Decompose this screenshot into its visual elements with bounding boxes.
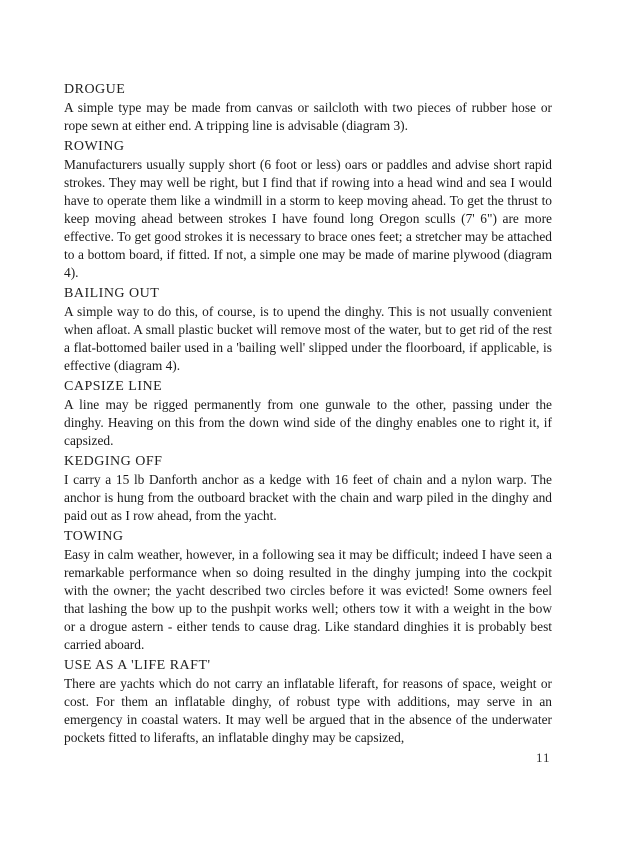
section-heading: USE AS A 'LIFE RAFT' [64, 658, 211, 673]
section-heading: BAILING OUT [64, 286, 160, 301]
section-towing [64, 527, 552, 654]
section-drogue [64, 80, 552, 135]
section-body: I carry a 15 lb Danforth anchor as a kedge with 16 feet of chain and a nylon warp. The anchor is hung from the outboard bracket with the chain and warp piled in the dinghy and paid out as I row ahead, from the yacht. [64, 472, 552, 523]
section-heading: CAPSIZE LINE [64, 379, 163, 394]
section-heading: DROGUE [64, 82, 126, 97]
section-bailing-out [64, 284, 552, 375]
section-body: A simple way to do this, of course, is to upend the dinghy. This is not usually convenient when afloat. A small plastic bucket will remove most of the water, but to get rid of the rest a flat-bottomed bailer used in a 'bailing well' slipped under the floorboard, if applicable, is effective (diagram 4). [64, 304, 552, 373]
section-body: A line may be rigged permanently from one gunwale to the other, passing under the dinghy. Heaving on this from the down wind side of the dinghy enables one to right it, if capsized. [64, 397, 552, 448]
section-kedging-off [64, 452, 552, 525]
section-life-raft [64, 656, 552, 747]
section-heading: TOWING [64, 529, 124, 544]
section-body: Easy in calm weather, however, in a following sea it may be difficult; indeed I have seen a remarkable performance when so doing resulted in the dinghy jumping into the cockpit with the owner; the yacht described two circles before it was evicted! Some owners feel that lashing the bow up to the pushpit works well; others tow it with a weight in the bow or a drogue astern - either tends to cause drag. Like standard dinghies it is probably best carried aboard. [64, 547, 552, 652]
section-capsize-line [64, 377, 552, 450]
section-rowing [64, 137, 552, 282]
section-heading: KEDGING OFF [64, 454, 163, 469]
section-heading: ROWING [64, 139, 125, 154]
section-body: A simple type may be made from canvas or sailcloth with two pieces of rubber hose or rope sewn at either end. A tripping line is advisable (diagram 3). [64, 100, 552, 133]
section-body: Manufacturers usually supply short (6 foot or less) oars or paddles and advise short rapid strokes. They may well be right, but I find that if rowing into a head wind and sea I would have to operate them like a windmill in a storm to keep moving ahead. To get the thrust to keep moving ahead between strokes I have found long Oregon sculls (7' 6") are more effective. To get good strokes it is necessary to brace ones feet; a stretcher may be attached to a bottom board, if fitted. If not, a simple one may be made of marine plywood (diagram 4). [64, 157, 552, 280]
page-number: 11 [536, 750, 551, 765]
page-content [64, 80, 552, 749]
section-body: There are yachts which do not carry an inflatable liferaft, for reasons of space, weight or cost. For them an inflatable dinghy, of robust type with additions, may serve in an emergency in coastal waters. It may well be argued that in the absence of the underwater pockets fitted to liferafts, an inflatable dinghy may be capsized, [64, 676, 552, 745]
